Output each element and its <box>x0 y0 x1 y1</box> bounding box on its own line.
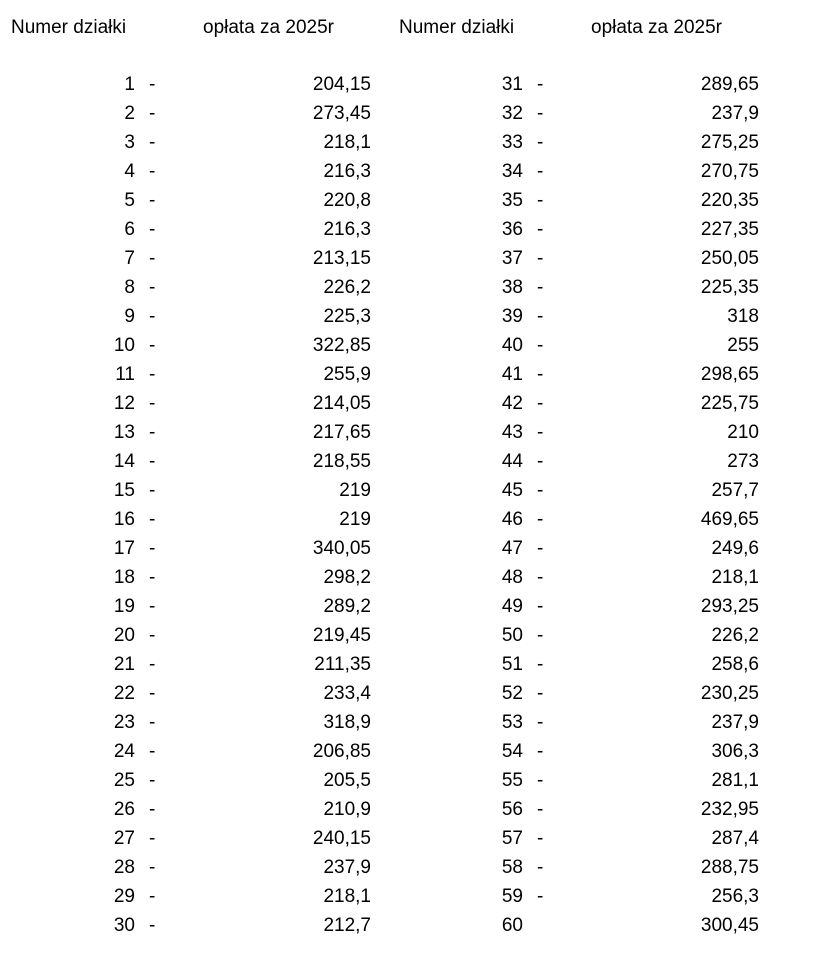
table-row <box>0 621 400 650</box>
fee-value: 318,9 <box>323 712 371 733</box>
fee-value: 306,3 <box>711 741 759 762</box>
plot-number: 25 <box>113 770 135 791</box>
plot-number: 22 <box>113 683 135 704</box>
fee-value: 217,65 <box>312 422 371 443</box>
plot-number: 27 <box>113 828 135 849</box>
plot-number: 46 <box>501 509 523 530</box>
fee-value: 226,2 <box>323 277 371 298</box>
plot-number: 33 <box>501 132 523 153</box>
fee-value: 289,2 <box>323 596 371 617</box>
plot-number: 48 <box>501 567 523 588</box>
table-row <box>0 447 400 476</box>
separator-dash: - <box>149 132 156 153</box>
table-row <box>0 563 400 592</box>
table-row <box>400 708 800 737</box>
fee-value: 227,35 <box>700 219 759 240</box>
separator-dash: - <box>149 190 156 211</box>
separator-dash: - <box>537 857 544 878</box>
table-row <box>400 853 800 882</box>
plot-number: 42 <box>501 393 523 414</box>
separator-dash: - <box>537 422 544 443</box>
separator-dash: - <box>537 277 544 298</box>
fee-value: 288,75 <box>700 857 759 878</box>
header-fee-right: opłata za 2025r <box>591 17 722 38</box>
table-row <box>400 186 800 215</box>
plot-number: 12 <box>113 393 135 414</box>
plot-number: 53 <box>501 712 523 733</box>
table-row <box>400 273 800 302</box>
fee-value: 298,65 <box>700 364 759 385</box>
fee-value: 205,5 <box>323 770 371 791</box>
fee-value: 256,3 <box>711 886 759 907</box>
separator-dash: - <box>537 74 544 95</box>
fee-value: 249,6 <box>711 538 759 559</box>
table-row <box>400 128 800 157</box>
separator-dash: - <box>537 393 544 414</box>
separator-dash: - <box>149 161 156 182</box>
separator-dash: - <box>149 625 156 646</box>
separator-dash: - <box>149 364 156 385</box>
fee-value: 237,9 <box>323 857 371 878</box>
separator-dash: - <box>537 161 544 182</box>
table-row <box>0 331 400 360</box>
fee-value: 211,35 <box>314 654 371 675</box>
table-row <box>400 737 800 766</box>
plot-number: 10 <box>113 335 135 356</box>
table-row <box>400 476 800 505</box>
separator-dash: - <box>149 712 156 733</box>
fee-value: 212,7 <box>323 915 371 936</box>
table-row <box>400 418 800 447</box>
plot-number: 17 <box>113 538 135 559</box>
fee-value: 240,15 <box>312 828 371 849</box>
fee-value: 218,1 <box>323 886 371 907</box>
table-row <box>0 708 400 737</box>
fee-value: 214,05 <box>312 393 371 414</box>
plot-number: 16 <box>113 509 135 530</box>
table-row <box>400 534 800 563</box>
table-row <box>0 128 400 157</box>
plot-number: 1 <box>124 74 135 95</box>
fee-value: 225,35 <box>700 277 759 298</box>
separator-dash: - <box>537 886 544 907</box>
fee-value: 300,45 <box>700 915 759 936</box>
plot-number: 47 <box>501 538 523 559</box>
separator-dash: - <box>149 509 156 530</box>
separator-dash: - <box>537 654 544 675</box>
fee-value: 340,05 <box>312 538 371 559</box>
fee-value: 287,4 <box>711 828 759 849</box>
separator-dash: - <box>537 335 544 356</box>
table-row <box>400 621 800 650</box>
plot-number: 34 <box>501 161 523 182</box>
plot-number: 9 <box>124 306 135 327</box>
fee-value: 255 <box>727 335 759 356</box>
fee-value: 237,9 <box>711 103 759 124</box>
fee-value: 298,2 <box>323 567 371 588</box>
table-row <box>400 911 800 940</box>
table-row <box>0 911 400 940</box>
separator-dash: - <box>149 422 156 443</box>
separator-dash: - <box>537 625 544 646</box>
fee-value: 220,35 <box>700 190 759 211</box>
table-row <box>400 650 800 679</box>
plot-number: 20 <box>113 625 135 646</box>
plot-number: 60 <box>501 915 523 936</box>
fee-value: 230,25 <box>700 683 759 704</box>
plot-number: 40 <box>501 335 523 356</box>
plot-number: 15 <box>113 480 135 501</box>
separator-dash: - <box>149 451 156 472</box>
separator-dash: - <box>149 219 156 240</box>
fee-value: 219,45 <box>312 625 371 646</box>
separator-dash: - <box>149 248 156 269</box>
table-row <box>400 157 800 186</box>
table-row <box>0 534 400 563</box>
separator-dash: - <box>537 364 544 385</box>
fee-value: 273,45 <box>312 103 371 124</box>
fee-value: 318 <box>727 306 759 327</box>
table-row <box>0 273 400 302</box>
fee-value: 281,1 <box>711 770 759 791</box>
header-plot-number-left: Numer działki <box>11 17 127 38</box>
plot-number: 45 <box>501 480 523 501</box>
separator-dash: - <box>537 219 544 240</box>
header-plot-number-right: Numer działki <box>399 17 515 38</box>
plot-number: 5 <box>124 190 135 211</box>
separator-dash: - <box>149 654 156 675</box>
fee-value: 255,9 <box>323 364 371 385</box>
table-row <box>0 389 400 418</box>
separator-dash: - <box>149 857 156 878</box>
table-row <box>0 505 400 534</box>
separator-dash: - <box>537 683 544 704</box>
plot-number: 35 <box>501 190 523 211</box>
plot-number: 18 <box>113 567 135 588</box>
separator-dash: - <box>537 538 544 559</box>
separator-dash: - <box>537 103 544 124</box>
plot-number: 38 <box>501 277 523 298</box>
separator-dash: - <box>537 741 544 762</box>
plot-number: 37 <box>501 248 523 269</box>
table-row <box>400 592 800 621</box>
table-row <box>400 302 800 331</box>
plot-number: 59 <box>501 886 523 907</box>
table-row <box>0 215 400 244</box>
separator-dash: - <box>149 480 156 501</box>
table-row <box>400 563 800 592</box>
table-row <box>0 157 400 186</box>
table-row <box>400 244 800 273</box>
plot-number: 56 <box>501 799 523 820</box>
table-row <box>400 505 800 534</box>
separator-dash: - <box>149 393 156 414</box>
table-row <box>0 244 400 273</box>
separator-dash: - <box>537 567 544 588</box>
table-row <box>0 360 400 389</box>
table-row <box>0 418 400 447</box>
separator-dash: - <box>537 451 544 472</box>
fee-value: 237,9 <box>711 712 759 733</box>
table-row <box>0 302 400 331</box>
fee-value: 469,65 <box>700 509 759 530</box>
table-row <box>0 795 400 824</box>
plot-number: 19 <box>113 596 135 617</box>
table-row <box>400 766 800 795</box>
fee-value: 219 <box>339 480 371 501</box>
table-row <box>400 447 800 476</box>
separator-dash: - <box>537 248 544 269</box>
separator-dash: - <box>149 741 156 762</box>
table-row <box>0 99 400 128</box>
fee-value: 216,3 <box>323 219 371 240</box>
plot-number: 44 <box>501 451 523 472</box>
plot-number: 32 <box>501 103 523 124</box>
separator-dash: - <box>149 828 156 849</box>
plot-number: 41 <box>501 364 523 385</box>
fee-value: 250,05 <box>700 248 759 269</box>
fee-value: 258,6 <box>711 654 759 675</box>
fee-value: 270,75 <box>700 161 759 182</box>
fee-value: 293,25 <box>700 596 759 617</box>
header-fee-left: opłata za 2025r <box>203 17 334 38</box>
plot-number: 29 <box>113 886 135 907</box>
separator-dash: - <box>537 190 544 211</box>
plot-number: 7 <box>124 248 135 269</box>
plot-number: 28 <box>113 857 135 878</box>
table-row <box>400 215 800 244</box>
plot-number: 14 <box>113 451 135 472</box>
separator-dash: - <box>537 799 544 820</box>
fee-value: 218,1 <box>323 132 371 153</box>
fee-value: 233,4 <box>323 683 371 704</box>
fee-value: 257,7 <box>711 480 759 501</box>
plot-number: 36 <box>501 219 523 240</box>
separator-dash: - <box>149 596 156 617</box>
separator-dash: - <box>149 567 156 588</box>
separator-dash: - <box>149 683 156 704</box>
table-row <box>0 186 400 215</box>
fee-value: 226,2 <box>711 625 759 646</box>
fee-table-right <box>400 70 800 940</box>
table-row <box>400 360 800 389</box>
separator-dash: - <box>149 538 156 559</box>
table-row <box>400 389 800 418</box>
table-row <box>400 795 800 824</box>
fee-value: 220,8 <box>323 190 371 211</box>
fee-value: 275,25 <box>700 132 759 153</box>
plot-number: 6 <box>124 219 135 240</box>
plot-number: 13 <box>113 422 135 443</box>
separator-dash: - <box>149 335 156 356</box>
separator-dash: - <box>149 886 156 907</box>
separator-dash: - <box>149 277 156 298</box>
fee-value: 225,75 <box>700 393 759 414</box>
plot-number: 26 <box>113 799 135 820</box>
separator-dash: - <box>537 509 544 530</box>
separator-dash: - <box>537 480 544 501</box>
plot-number: 4 <box>124 161 135 182</box>
table-row <box>400 824 800 853</box>
fee-value: 216,3 <box>323 161 371 182</box>
table-row <box>0 70 400 99</box>
separator-dash: - <box>149 306 156 327</box>
plot-number: 30 <box>113 915 135 936</box>
fee-value: 210 <box>727 422 759 443</box>
table-row <box>400 70 800 99</box>
plot-number: 43 <box>501 422 523 443</box>
table-row <box>0 737 400 766</box>
fee-value: 213,15 <box>312 248 371 269</box>
plot-number: 23 <box>113 712 135 733</box>
table-row <box>0 824 400 853</box>
fee-value: 218,1 <box>711 567 759 588</box>
separator-dash: - <box>149 103 156 124</box>
plot-number: 50 <box>501 625 523 646</box>
separator-dash: - <box>537 828 544 849</box>
fee-value: 322,85 <box>312 335 371 356</box>
separator-dash: - <box>149 74 156 95</box>
fee-value: 210,9 <box>323 799 371 820</box>
table-row <box>0 882 400 911</box>
separator-dash: - <box>537 596 544 617</box>
fee-value: 204,15 <box>312 74 371 95</box>
separator-dash: - <box>149 770 156 791</box>
plot-number: 31 <box>501 74 523 95</box>
table-row <box>400 331 800 360</box>
plot-number: 11 <box>115 364 135 385</box>
separator-dash: - <box>149 799 156 820</box>
fee-value: 219 <box>339 509 371 530</box>
plot-number: 54 <box>501 741 523 762</box>
plot-number: 2 <box>124 103 135 124</box>
table-row <box>400 99 800 128</box>
fee-value: 273 <box>727 451 759 472</box>
fee-value: 206,85 <box>312 741 371 762</box>
fee-table-left <box>0 70 400 940</box>
plot-number: 3 <box>124 132 135 153</box>
plot-number: 8 <box>124 277 135 298</box>
table-row <box>0 679 400 708</box>
plot-number: 24 <box>113 741 135 762</box>
table-row <box>0 766 400 795</box>
separator-dash: - <box>537 132 544 153</box>
plot-number: 39 <box>501 306 523 327</box>
plot-number: 58 <box>501 857 523 878</box>
plot-number: 57 <box>501 828 523 849</box>
fee-value: 225,3 <box>323 306 371 327</box>
table-row <box>0 853 400 882</box>
table-row <box>0 650 400 679</box>
fee-value: 289,65 <box>700 74 759 95</box>
plot-number: 55 <box>501 770 523 791</box>
fee-value: 232,95 <box>700 799 759 820</box>
separator-dash: - <box>149 915 156 936</box>
separator-dash: - <box>537 306 544 327</box>
separator-dash: - <box>537 770 544 791</box>
plot-number: 52 <box>501 683 523 704</box>
table-row <box>400 679 800 708</box>
table-row <box>0 476 400 505</box>
table-row <box>400 882 800 911</box>
table-row <box>0 592 400 621</box>
fee-value: 218,55 <box>312 451 371 472</box>
plot-number: 21 <box>113 654 135 675</box>
plot-number: 49 <box>501 596 523 617</box>
plot-number: 51 <box>501 654 523 675</box>
separator-dash: - <box>537 712 544 733</box>
